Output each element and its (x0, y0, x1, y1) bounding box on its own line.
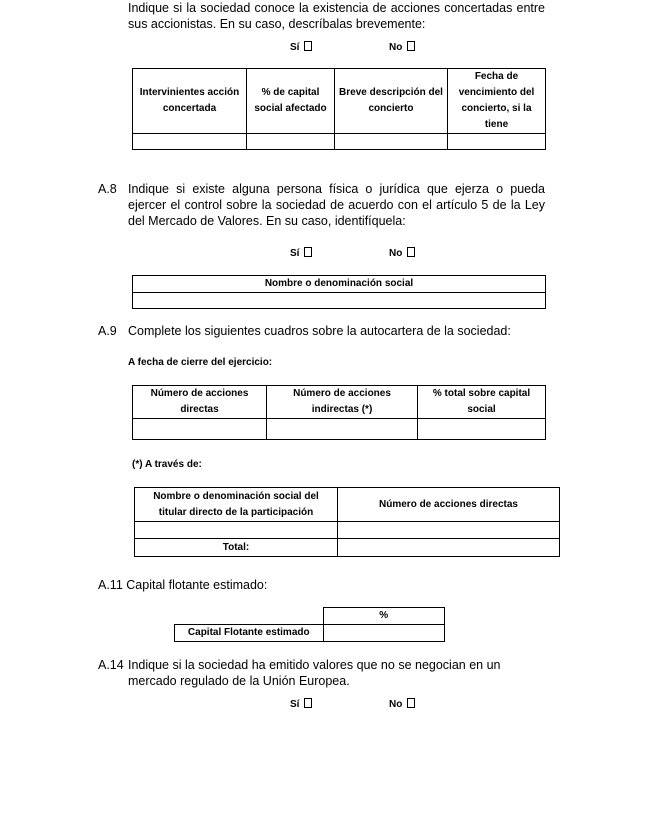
table-cell[interactable] (338, 522, 560, 539)
a14-yes-option[interactable]: Sí (290, 698, 312, 710)
a9-number: A.9 (98, 324, 117, 338)
table-cell[interactable] (133, 419, 267, 440)
a8-question: Indique si existe alguna persona física o jurídica que ejerza o pueda ejercer el control sobre la sociedad de acuerdo con el artículo 5 de la Ley del Mercado de Valores. En su caso, identifíquela: (128, 182, 545, 228)
header-acciones-directas: Número de acciones directas (133, 386, 267, 419)
a8-number: A.8 (98, 182, 117, 196)
a8-no-option[interactable]: No (389, 247, 415, 259)
header-nombre-denominacion: Nombre o denominación social (133, 276, 546, 293)
a8-control-table (132, 275, 546, 309)
a14-number: A.14 (98, 658, 124, 672)
table-cell[interactable] (448, 134, 546, 150)
a9-treasury-stock-table (132, 385, 546, 440)
header-capital-afectado: % de capital social afectado (247, 69, 335, 134)
a7-question: Indique si la sociedad conoce la existencia de acciones concertadas entre sus accionistas. En su caso, descríbalas brevemente: (128, 1, 545, 31)
a7-no-option[interactable]: No (389, 41, 415, 53)
header-total-capital: % total sobre capital social (418, 386, 546, 419)
total-label: Total: (135, 539, 338, 557)
header-titular-directo: Nombre o denominación social del titular directo de la participación (135, 488, 338, 522)
table-cell[interactable] (323, 625, 445, 642)
checkbox-icon[interactable] (304, 41, 312, 51)
a9-question: Complete los siguientes cuadros sobre la autocartera de la sociedad: (128, 324, 511, 338)
header-intervinientes: Intervinientes acción concertada (133, 69, 247, 134)
checkbox-icon[interactable] (407, 247, 415, 257)
empty-header-cell (175, 608, 324, 625)
header-fecha-vencimiento: Fecha de vencimiento del concierto, si la tiene (448, 69, 546, 134)
a9-via-label: (*) A través de: (132, 459, 202, 470)
header-descripcion: Breve descripción del concierto (335, 69, 448, 134)
checkbox-icon[interactable] (407, 698, 415, 708)
a9-via-table (134, 487, 560, 557)
table-cell[interactable] (418, 419, 546, 440)
table-cell[interactable] (335, 134, 448, 150)
checkbox-icon[interactable] (304, 698, 312, 708)
header-acciones-indirectas: Número de acciones indirectas (*) (267, 386, 418, 419)
a7-yes-option[interactable]: Sí (290, 41, 312, 53)
a7-concerted-actions-table (132, 68, 546, 150)
header-acciones-directas: Número de acciones directas (338, 488, 560, 522)
a14-no-option[interactable]: No (389, 698, 415, 710)
checkbox-icon[interactable] (304, 247, 312, 257)
capital-flotante-label: Capital Flotante estimado (175, 625, 324, 642)
table-cell[interactable] (267, 419, 418, 440)
a9-subtitle: A fecha de cierre del ejercicio: (128, 357, 273, 368)
table-cell[interactable] (135, 522, 338, 539)
a11-number: A.11 (98, 578, 123, 592)
checkbox-icon[interactable] (407, 41, 415, 51)
table-cell[interactable] (247, 134, 335, 150)
a14-question: Indique si la sociedad ha emitido valores que no se negocian en un mercado regulado de la Unión Europea. (128, 658, 501, 688)
a11-question: A.11 Capital flotante estimado: (98, 578, 268, 592)
table-cell[interactable] (133, 293, 546, 309)
header-percent: % (323, 608, 445, 625)
a8-yes-option[interactable]: Sí (290, 247, 312, 259)
table-cell[interactable] (338, 539, 560, 557)
a11-free-float-table (174, 607, 445, 642)
table-cell[interactable] (133, 134, 247, 150)
